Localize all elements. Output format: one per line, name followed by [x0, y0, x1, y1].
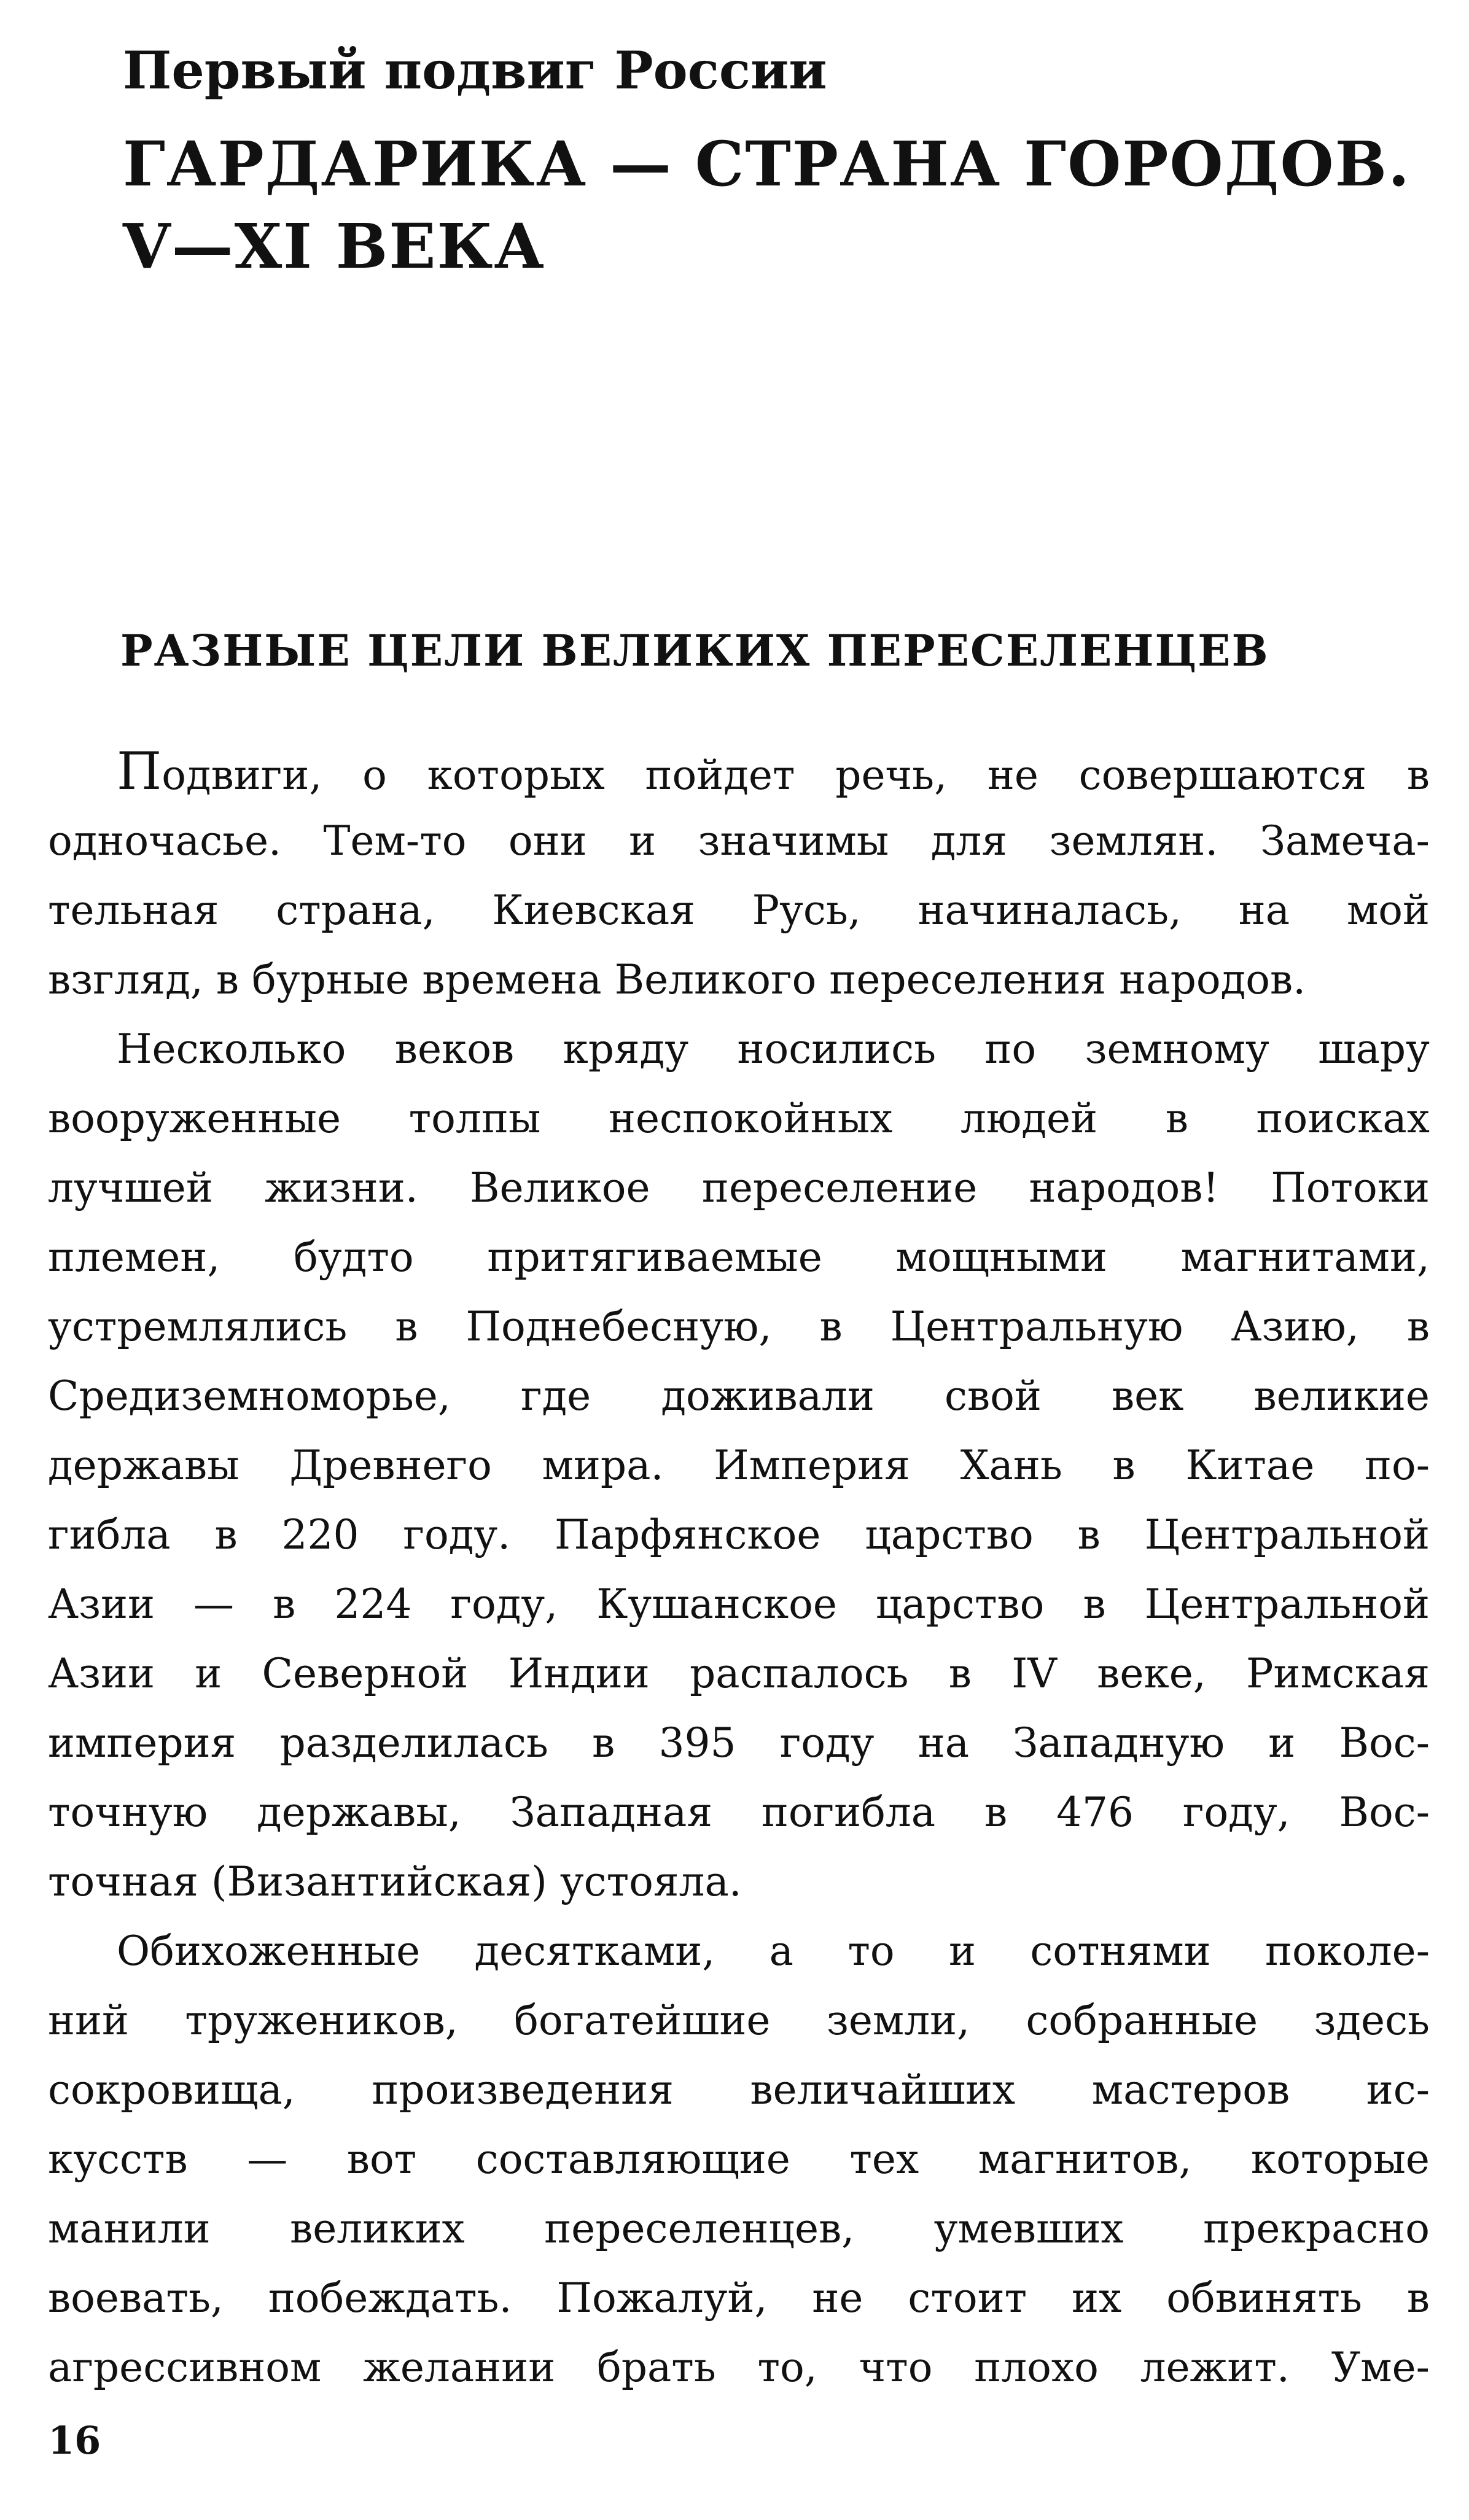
- text-line: точную державы, Западная погибла в 476 году, Вос-: [48, 1789, 1430, 1836]
- text-line: Подвиги, о которых пойдет речь, не совершаются в: [117, 741, 1430, 801]
- text-line: Азии — в 224 году, Кушанское царство в Центральной: [48, 1581, 1430, 1628]
- text-line: устремлялись в Поднебесную, в Центральную Азию, в: [48, 1303, 1430, 1350]
- chapter-title: [123, 123, 1411, 287]
- text-line: взгляд, в бурные времена Великого переселения народов.: [48, 956, 1306, 1003]
- text-line: племен, будто притягиваемые мощными магнитами,: [48, 1234, 1430, 1281]
- text-line: вооруженные толпы неспокойных людей в поисках: [48, 1095, 1430, 1142]
- text-line: манили великих переселенцев, умевших прекрасно: [48, 2205, 1430, 2252]
- text-line: воевать, побеждать. Пожалуй, не стоит их обвинять в: [48, 2274, 1430, 2322]
- text-line: державы Древнего мира. Империя Хань в Китае по-: [48, 1442, 1430, 1489]
- text-line: Несколько веков кряду носились по земному шару: [117, 1025, 1430, 1073]
- chapter-title-line: V—XI ВЕКА: [123, 210, 545, 282]
- text-line: Азии и Северной Индии распалось в IV веке, Римская: [48, 1650, 1430, 1697]
- chapter-title-line: ГАРДАРИКА — СТРАНА ГОРОДОВ.: [123, 128, 1411, 200]
- text-line: ний тружеников, богатейшие земли, собранные здесь: [48, 1997, 1430, 2044]
- text-line: тельная страна, Киевская Русь, начиналась, на мой: [48, 887, 1430, 934]
- drop-cap: П: [117, 741, 162, 801]
- text-line: Обихоженные десятками, а то и сотнями поколе-: [117, 1927, 1430, 1975]
- section-label: Первый подвиг России: [123, 40, 827, 101]
- paragraph: [48, 1014, 1430, 1916]
- text-line: Средиземноморье, где доживали свой век великие: [48, 1372, 1430, 1420]
- paragraph: [48, 737, 1430, 1014]
- page-number: 16: [48, 2418, 101, 2463]
- text-line: гибла в 220 году. Парфянское царство в Центральной: [48, 1511, 1430, 1558]
- paragraph: [48, 1916, 1430, 2402]
- subheading: РАЗНЫЕ ЦЕЛИ ВЕЛИКИХ ПЕРЕСЕЛЕНЦЕВ: [120, 625, 1269, 676]
- text-line: точная (Византийская) устояла.: [48, 1858, 742, 1905]
- body-text: [48, 737, 1430, 2402]
- text-line: империя разделилась в 395 году на Западную и Вос-: [48, 1719, 1430, 1767]
- text-line: одночасье. Тем-то они и значимы для землян. Замеча-: [48, 817, 1430, 865]
- text-line: сокровища, произведения величайших мастеров ис-: [48, 2066, 1430, 2114]
- text-line: лучшей жизни. Великое переселение народов! Потоки: [48, 1164, 1430, 1211]
- text-line: кусств — вот составляющие тех магнитов, которые: [48, 2136, 1430, 2183]
- text-line: агрессивном желании брать то, что плохо лежит. Уме-: [48, 2344, 1430, 2391]
